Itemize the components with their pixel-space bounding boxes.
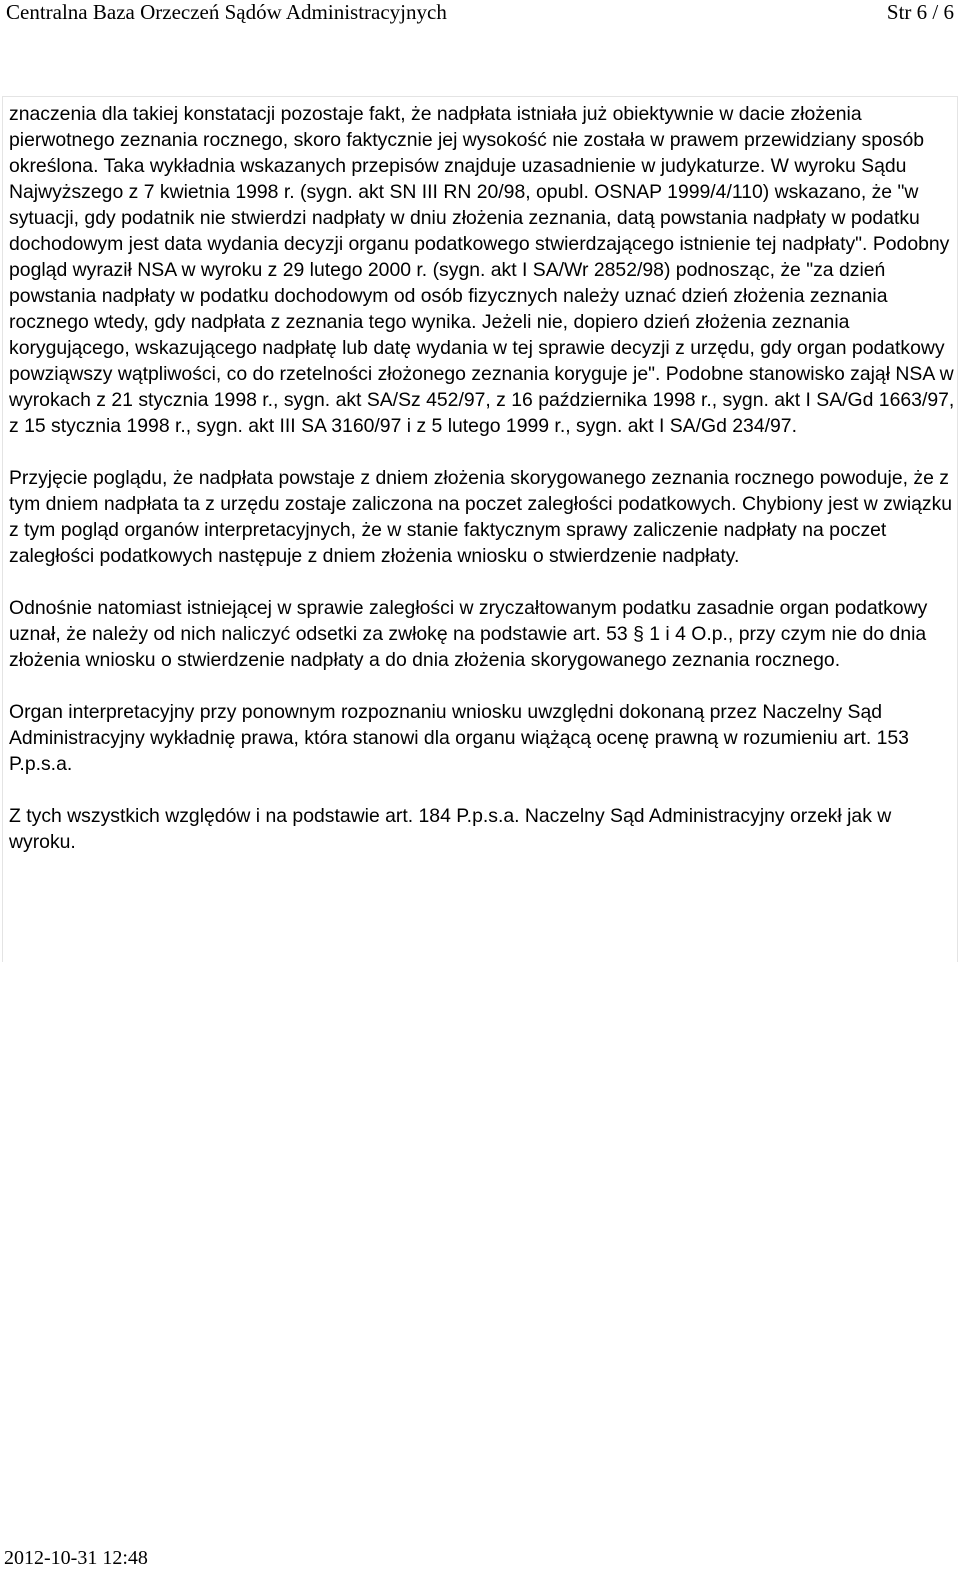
- paragraph-interest-on-arrears: Odnośnie natomiast istniejącej w sprawie zaległości w zryczałtowanym podatku zasadnie organ podatkowy uznał, że należy od nich naliczyć odsetki za zwłokę na podstawie art. 53 § 1 i 4 O.p., przy czym nie do dnia złożenia wniosku o stwierdzenie nadpłaty a do dnia złożenia skorygowanego zeznania rocznego.: [9, 597, 928, 671]
- document-source-title: Centralna Baza Orzeczeń Sądów Administracyjnych: [6, 0, 447, 24]
- paragraph-binding-interpretation: Organ interpretacyjny przy ponownym rozpoznaniu wniosku uwzględni dokonaną przez Naczelny Sąd Administracyjny wykładnię prawa, która stanowi dla organu wiążącą ocenę prawną w rozumieniu art. 153 P.p.s.a.: [9, 701, 909, 775]
- document-content: [2, 96, 958, 962]
- page-header: [0, 0, 960, 24]
- print-timestamp: 2012-10-31 12:48: [4, 1547, 148, 1569]
- page-number: Str 6 / 6: [886, 0, 954, 24]
- paragraph-overpayment-offset: Przyjęcie poglądu, że nadpłata powstaje z dniem złożenia skorygowanego zeznania rocznego powoduje, że z tym dniem nadpłata ta z urzędu zostaje zaliczona na poczet zaległości podatkowych. Chybiony jest w związku z tym pogląd organów interpretacyjnych, że w stanie faktycznym sprawy zaliczenie nadpłaty na poczet zaległości podatkowych następuje z dniem złożenia wniosku o stwierdzenie nadpłaty.: [9, 467, 953, 567]
- paragraph-justification-case-law: znaczenia dla takiej konstatacji pozostaje fakt, że nadpłata istniała już obiektywnie w dacie złożenia pierwotnego zeznania rocznego, skoro faktycznie jej wysokość nie została w prawem przewidziany sposób określona. Taka wykładnia wskazanych przepisów znajduje uzasadnienie w judykaturze. W wyroku Sądu Najwyższego z 7 kwietnia 1998 r. (sygn. akt SN III RN 20/98, opubl. OSNAP 1999/4/110) wskazano, że "w sytuacji, gdy podatnik nie stwierdzi nadpłaty w dniu złożenia zeznania, datą powstania nadpłaty w podatku dochodowym jest data wydania decyzji organu podatkowego stwierdzającego istnienie tej nadpłaty". Podobny pogląd wyraził NSA w wyroku z 29 lutego 2000 r. (sygn. akt I SA/Wr 2852/98) podnosząc, że "za dzień powstania nadpłaty w podatku dochodowym od osób fizycznych należy uznać dzień złożenia zeznania rocznego wtedy, gdy nadpłata z zeznania tego wynika. Jeżeli nie, dopiero dzień złożenia zeznania korygującego, wskazującego nadpłatę lub datę wydania w tej sprawie decyzji z urzędu, gdy organ podatkowy powziąwszy wątpliwości, co do rzetelności złożonego zeznania koryguje je". Podobne stanowisko zajął NSA w wyrokach z 21 stycznia 1998 r., sygn. akt SA/Sz 452/97, z 16 października 1998 r., sygn. akt I SA/Gd 1663/97, z 15 stycznia 1998 r., sygn. akt III SA 3160/97 i z 5 lutego 1999 r., sygn. akt I SA/Gd 234/97.: [9, 103, 955, 437]
- judgment-text: [9, 101, 955, 881]
- paragraph-ruling-conclusion: Z tych wszystkich względów i na podstawie art. 184 P.p.s.a. Naczelny Sąd Administracyjny orzekł jak w wyroku.: [9, 805, 892, 853]
